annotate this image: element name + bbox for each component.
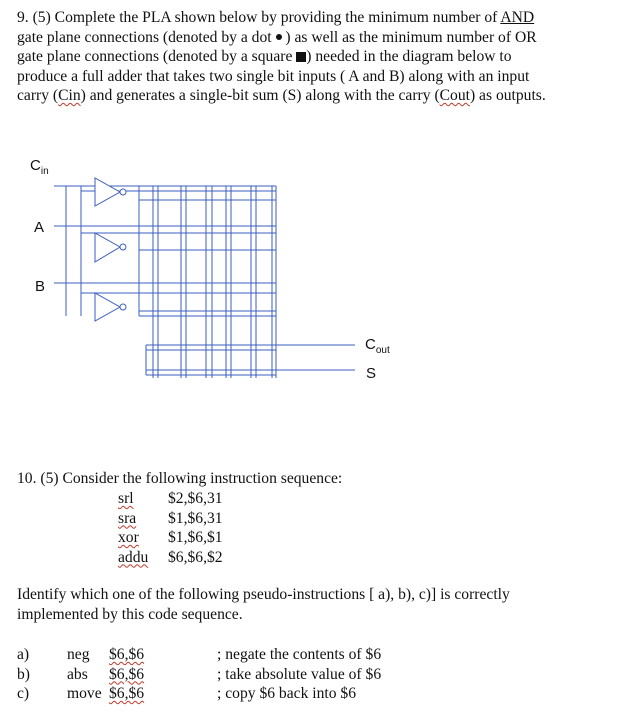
instruction-list	[118, 489, 223, 567]
instruction-row: xor $1,$6,$1	[118, 529, 223, 546]
q9-line-5: carry (Cin) and generates a single-bit sum (S) along with the carry (Cout) as outputs.	[17, 87, 546, 104]
option-a: a) neg $6,$6 ; negate the contents of $6	[17, 646, 382, 663]
input-label-b: B	[35, 278, 46, 295]
option-list	[17, 645, 381, 704]
inverter-a-icon	[95, 233, 120, 262]
output-label-s: S	[366, 365, 377, 382]
instruction-row: srl $2,$6,31	[118, 490, 223, 507]
option-c: c) move $6,$6 ; copy $6 back into $6	[17, 685, 357, 702]
input-label-a: A	[34, 219, 45, 236]
inverter-cin-icon	[95, 178, 120, 206]
inverter-b-icon	[95, 293, 120, 321]
q10-identify	[17, 585, 617, 624]
option-b: b) abs $6,$6 ; take absolute value of $6	[17, 665, 382, 683]
q9-line-2: gate plane connections (denoted by a dot ) as well as the minimum number of OR	[17, 28, 537, 46]
identify-line-2: implemented by this code sequence.	[17, 605, 243, 623]
instruction-row: addu $6,$6,$2	[118, 548, 223, 566]
output-label-cout: $C_{out}$	[365, 336, 390, 356]
q10-heading: 10. (5) Consider the following instruction sequence:	[17, 470, 343, 487]
input-label-cin: $C_{in}$	[30, 157, 49, 177]
q9-line-1: 9. (5) Complete the PLA shown below by providing the minimum number of AND	[17, 9, 535, 26]
q9-line-4: produce a full adder that takes two single bit inputs ( A and B) along with an input	[17, 67, 530, 85]
q9-line-3: gate plane connections (denoted by a square ) needed in the diagram below to	[17, 48, 512, 65]
identify-line-1: Identify which one of the following pseudo-instructions [ a), b), c)] is correctly	[17, 586, 510, 603]
instruction-row: sra $1,$6,31	[118, 509, 223, 527]
